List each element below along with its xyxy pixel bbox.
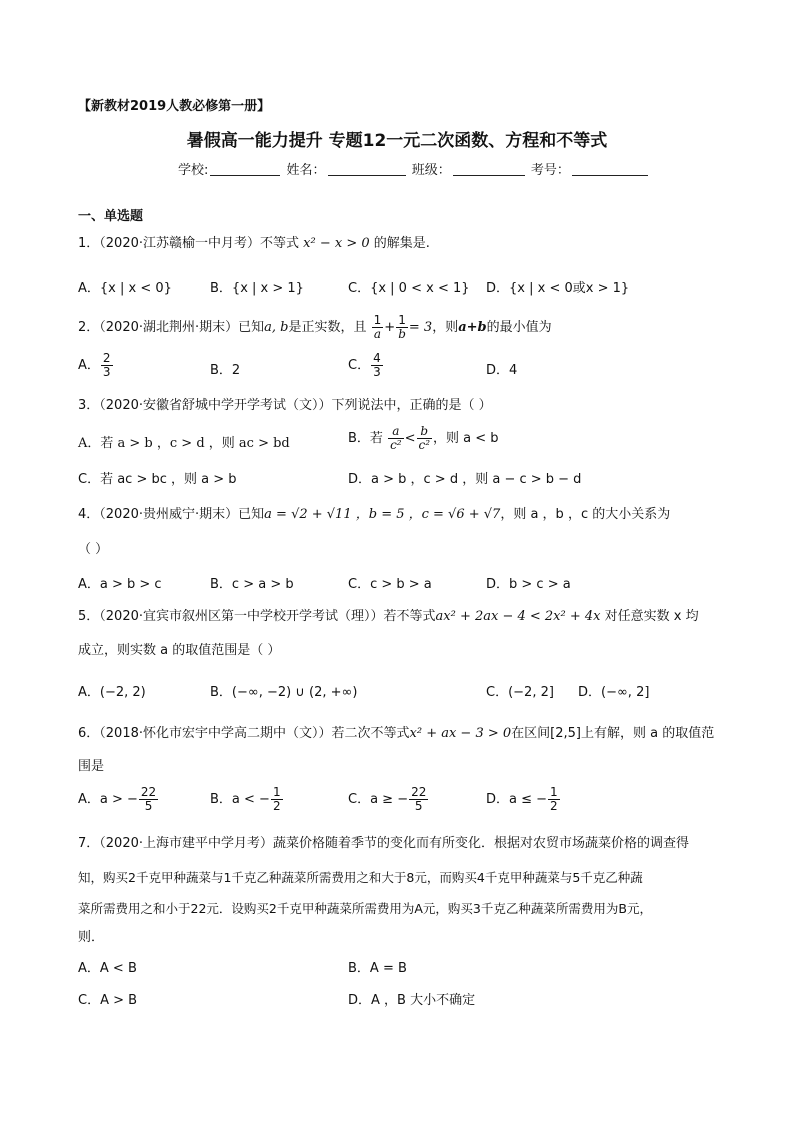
option-label: D．a ≤ − [486,792,548,807]
name-field[interactable] [328,163,406,176]
math-expression: ax² + 2ax − 4 < 2x² + 4x [435,609,601,624]
stem-text: 的最小值为 [486,320,552,335]
fraction: $\frac{2}{3}$ [102,351,111,379]
option-a[interactable]: A．若 a > b ，c > d ，则 ac > bd [78,436,290,451]
question-7-line-3: 菜所需费用之和小于22元．设购买2千克甲种蔬菜所需费用为A元，购买3千克乙种蔬菜所需费用为B元， [78,901,652,916]
option-b[interactable] [210,786,284,813]
option-text: ，则 a < b [433,431,499,446]
question-1-stem [78,234,430,254]
option-b[interactable]: B．c > a > b [210,577,294,592]
option-c[interactable]: C．若 ac > bc ，则 a > b [78,472,237,487]
question-number: 5． [78,609,100,624]
option-d[interactable]: D．4 [486,363,518,378]
class-field[interactable] [453,163,525,176]
option-a[interactable]: A．{x | x < 0} [78,281,172,296]
stem-text: ，则 a ，b ，c 的大小关系为 [500,507,671,522]
option-c[interactable]: C．{x | 0 < x < 1} [348,281,470,296]
option-b[interactable]: B．(−∞, −2) ∪ (2, +∞) [210,685,358,700]
question-4-stem [78,505,670,525]
option-c[interactable] [348,786,429,813]
question-number: 4． [78,507,100,522]
question-2-stem [78,314,552,341]
option-a[interactable]: A．(−2, 2) [78,685,146,700]
stem-text: 已知 [238,320,265,335]
option-a[interactable] [78,352,114,379]
question-source: （2018·怀化市宏宇中学高二期中（文）） [99,726,332,741]
question-5-stem-cont: 成立，则实数 a 的取值范围是（ ） [78,643,281,658]
option-c[interactable]: C．A > B [78,993,138,1008]
question-number: 6． [78,726,100,741]
math-expression: = 3 [408,320,433,335]
stem-text: 的解集是. [373,236,430,251]
page-title: 暑假高一能力提升 专题12一元二次函数、方程和不等式 [186,131,608,151]
option-d[interactable]: D．a > b ，c > d ，则 a − c > b − d [348,472,582,487]
option-d[interactable]: D．A ，B 大小不确定 [348,993,476,1008]
question-source: （2020·上海市建平中学月考） [99,836,273,851]
stem-text: 若二次不等式 [331,726,410,741]
question-3-stem [78,396,492,416]
option-a[interactable]: A．a > b > c [78,577,162,592]
question-number: 7． [78,836,100,851]
question-7-line-4: 则． [78,930,105,945]
fraction: $\frac{b}{\text{c²}}$ [418,424,431,452]
math-expression: x² + ax − 3 > 0 [409,726,512,741]
fraction: $\frac{22}{5}$ [411,785,427,813]
option-b[interactable]: B．2 [210,363,241,378]
option-label: B．a < − [210,792,270,807]
stem-text: 下列说法中，正确的是（ ） [331,398,492,413]
option-label: A．a > − [78,792,138,807]
fraction: $\frac{22}{5}$ [140,785,157,813]
question-6-stem [78,724,714,744]
math-expression: a, b [264,320,289,335]
option-d[interactable]: D．{x | x < 0或x > 1} [486,281,630,296]
name-label: 姓名： [286,163,326,178]
question-4-paren: （ ） [78,542,109,557]
number-field[interactable] [572,163,648,176]
stem-text: 不等式 [260,236,300,251]
option-d[interactable]: D．(−∞, 2] [578,685,650,700]
option-b[interactable]: B．若 $\frac{a}{\text{c²}}$ < $\frac{b}{\text{c²}}$ ，则 a < b [348,424,499,452]
stem-text: 已知 [238,507,265,522]
option-b[interactable]: B．A = B [348,961,407,976]
number-label: 考号： [530,163,570,178]
question-source: （2020·江苏赣榆一中月考） [99,236,260,251]
class-label: 班级： [411,163,451,178]
question-number: 1． [78,236,100,251]
question-7-line-2: 知，购买2千克甲种蔬菜与1千克乙种蔬菜所需费用之和大于8元，而购买4千克甲种蔬菜与5千克乙种蔬 [78,870,643,885]
question-5-stem [78,607,699,627]
student-info-fields [178,159,650,178]
option-a[interactable]: A．A < B [78,961,137,976]
fraction: $\frac{a}{\text{c²}}$ [390,424,402,452]
question-source: （2020·贵州威宁·期末） [99,507,239,522]
question-source: （2020·宜宾市叙州区第一中学校开学考试（理）） [99,609,384,624]
stem-text: 对任意实数 x 均 [604,609,699,624]
stem-text: 若不等式 [383,609,436,624]
school-label: 学校: [178,163,209,178]
stem-text: 在区间[2,5]上有解，则 a 的取值范 [511,726,715,741]
option-c[interactable]: C．c > b > a [348,577,432,592]
math-expression: x² − x > 0 [303,236,370,251]
stem-text: 是正实数，且 [288,320,367,335]
option-d[interactable] [486,786,561,813]
school-field[interactable] [210,163,280,176]
section-title: 一、单选题 [78,209,144,224]
option-c[interactable]: C．(−2, 2] [486,685,554,700]
question-number: 3． [78,398,100,413]
fraction: $\frac{1}{2}$ [272,785,281,813]
option-label: A． [78,358,100,373]
question-source: （2020·湖北荆州·期末） [99,320,239,335]
fraction: $\frac{4}{3}$ [373,351,381,379]
question-6-stem-cont: 围是 [78,759,105,774]
fraction: $\frac{1}{b}$ [398,313,406,341]
math-operator: + [384,320,396,335]
question-source: （2020·安徽省舒城中学开学考试（文）） [99,398,332,413]
stem-text: ，则 [432,320,459,335]
option-label: C． [348,358,371,373]
fraction: $\frac{1}{a}$ [373,313,382,341]
fraction: $\frac{1}{2}$ [550,785,558,813]
question-number: 2． [78,320,100,335]
option-b[interactable]: B．{x | x > 1} [210,281,304,296]
option-label: C．a ≥ − [348,792,409,807]
stem-text: 蔬菜价格随着季节的变化而有所变化．根据对农贸市场蔬菜价格的调查得 [273,836,690,851]
question-7-stem [78,834,689,854]
option-label: B．若 [348,431,383,446]
option-a[interactable] [78,786,159,813]
option-d[interactable]: D．b > c > a [486,577,571,592]
math-expression: a = √2 + √11 ，b = 5 ，c = √6 + √7 [264,507,501,522]
math-expression: a+b [458,320,487,335]
option-c[interactable] [348,352,384,379]
textbook-tag: 【新教材2019人教必修第一册】 [78,99,271,114]
